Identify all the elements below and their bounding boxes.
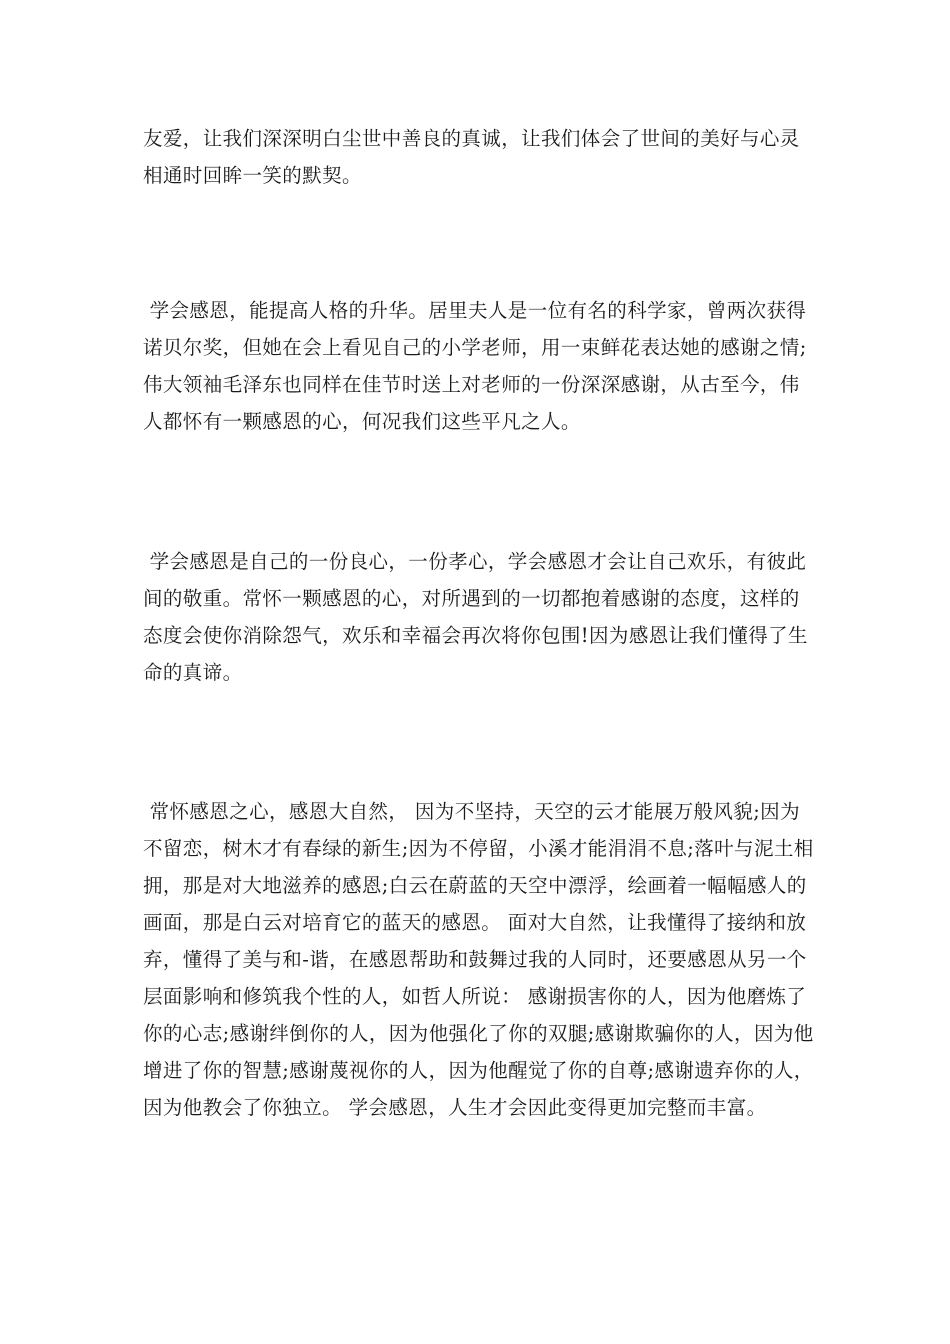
paragraph-gratitude-personality: 学会感恩，能提高人格的升华。居里夫人是一位有名的科学家，曾两次获得诺贝尔奖，但她在会上看见自己的小学老师，用一束鲜花表达她的感谢之情;伟大领袖毛泽东也同样在佳节时送上对老师的一份深深感谢，从古至今，伟人都怀有一颗感恩的心，何况我们这些平凡之人。	[143, 299, 807, 433]
paragraph-gratitude-conscience: 学会感恩是自己的一份良心，一份孝心，学会感恩才会让自己欢乐，有彼此间的敬重。常怀一颗感恩的心，对所遇到的一切都抱着感谢的态度，这样的态度会使你消除怨气，欢乐和幸福会再次将你包围!因为感恩让我们懂得了生命的真谛。	[143, 550, 808, 684]
paragraph-friendship: 友爱，让我们深深明白尘世中善良的真诚，让我们体会了世间的美好与心灵相通时回眸一笑的默契。	[143, 127, 800, 187]
paragraph-gratitude-nature: 常怀感恩之心，感恩大自然， 因为不坚持，天空的云才能展万般风貌;因为不留恋，树木才有春绿的新生;因为不停留，小溪才能涓涓不息;落叶与泥土相拥，那是对大地滋养的感恩;白云在蔚蓝的天空中漂浮，绘画着一幅幅感人的画面，那是白云对培育它的蓝天的感恩。 面对大自然，让我懂得了接纳和放弃，懂得了美与和-谐，在感恩帮助和鼓舞过我的人同时，还要感恩从另一个层面影响和修筑我个性的人，如哲人所说： 感谢损害你的人，因为他磨炼了你的心志;感谢绊倒你的人，因为他强化了你的双腿;感谢欺骗你的人，因为他增进了你的智慧;感谢蔑视你的人，因为他醒觉了你的自尊;感谢遗弃你的人，因为他教会了你独立。 学会感恩，人生才会因此变得更加完整而丰富。	[143, 800, 814, 1119]
